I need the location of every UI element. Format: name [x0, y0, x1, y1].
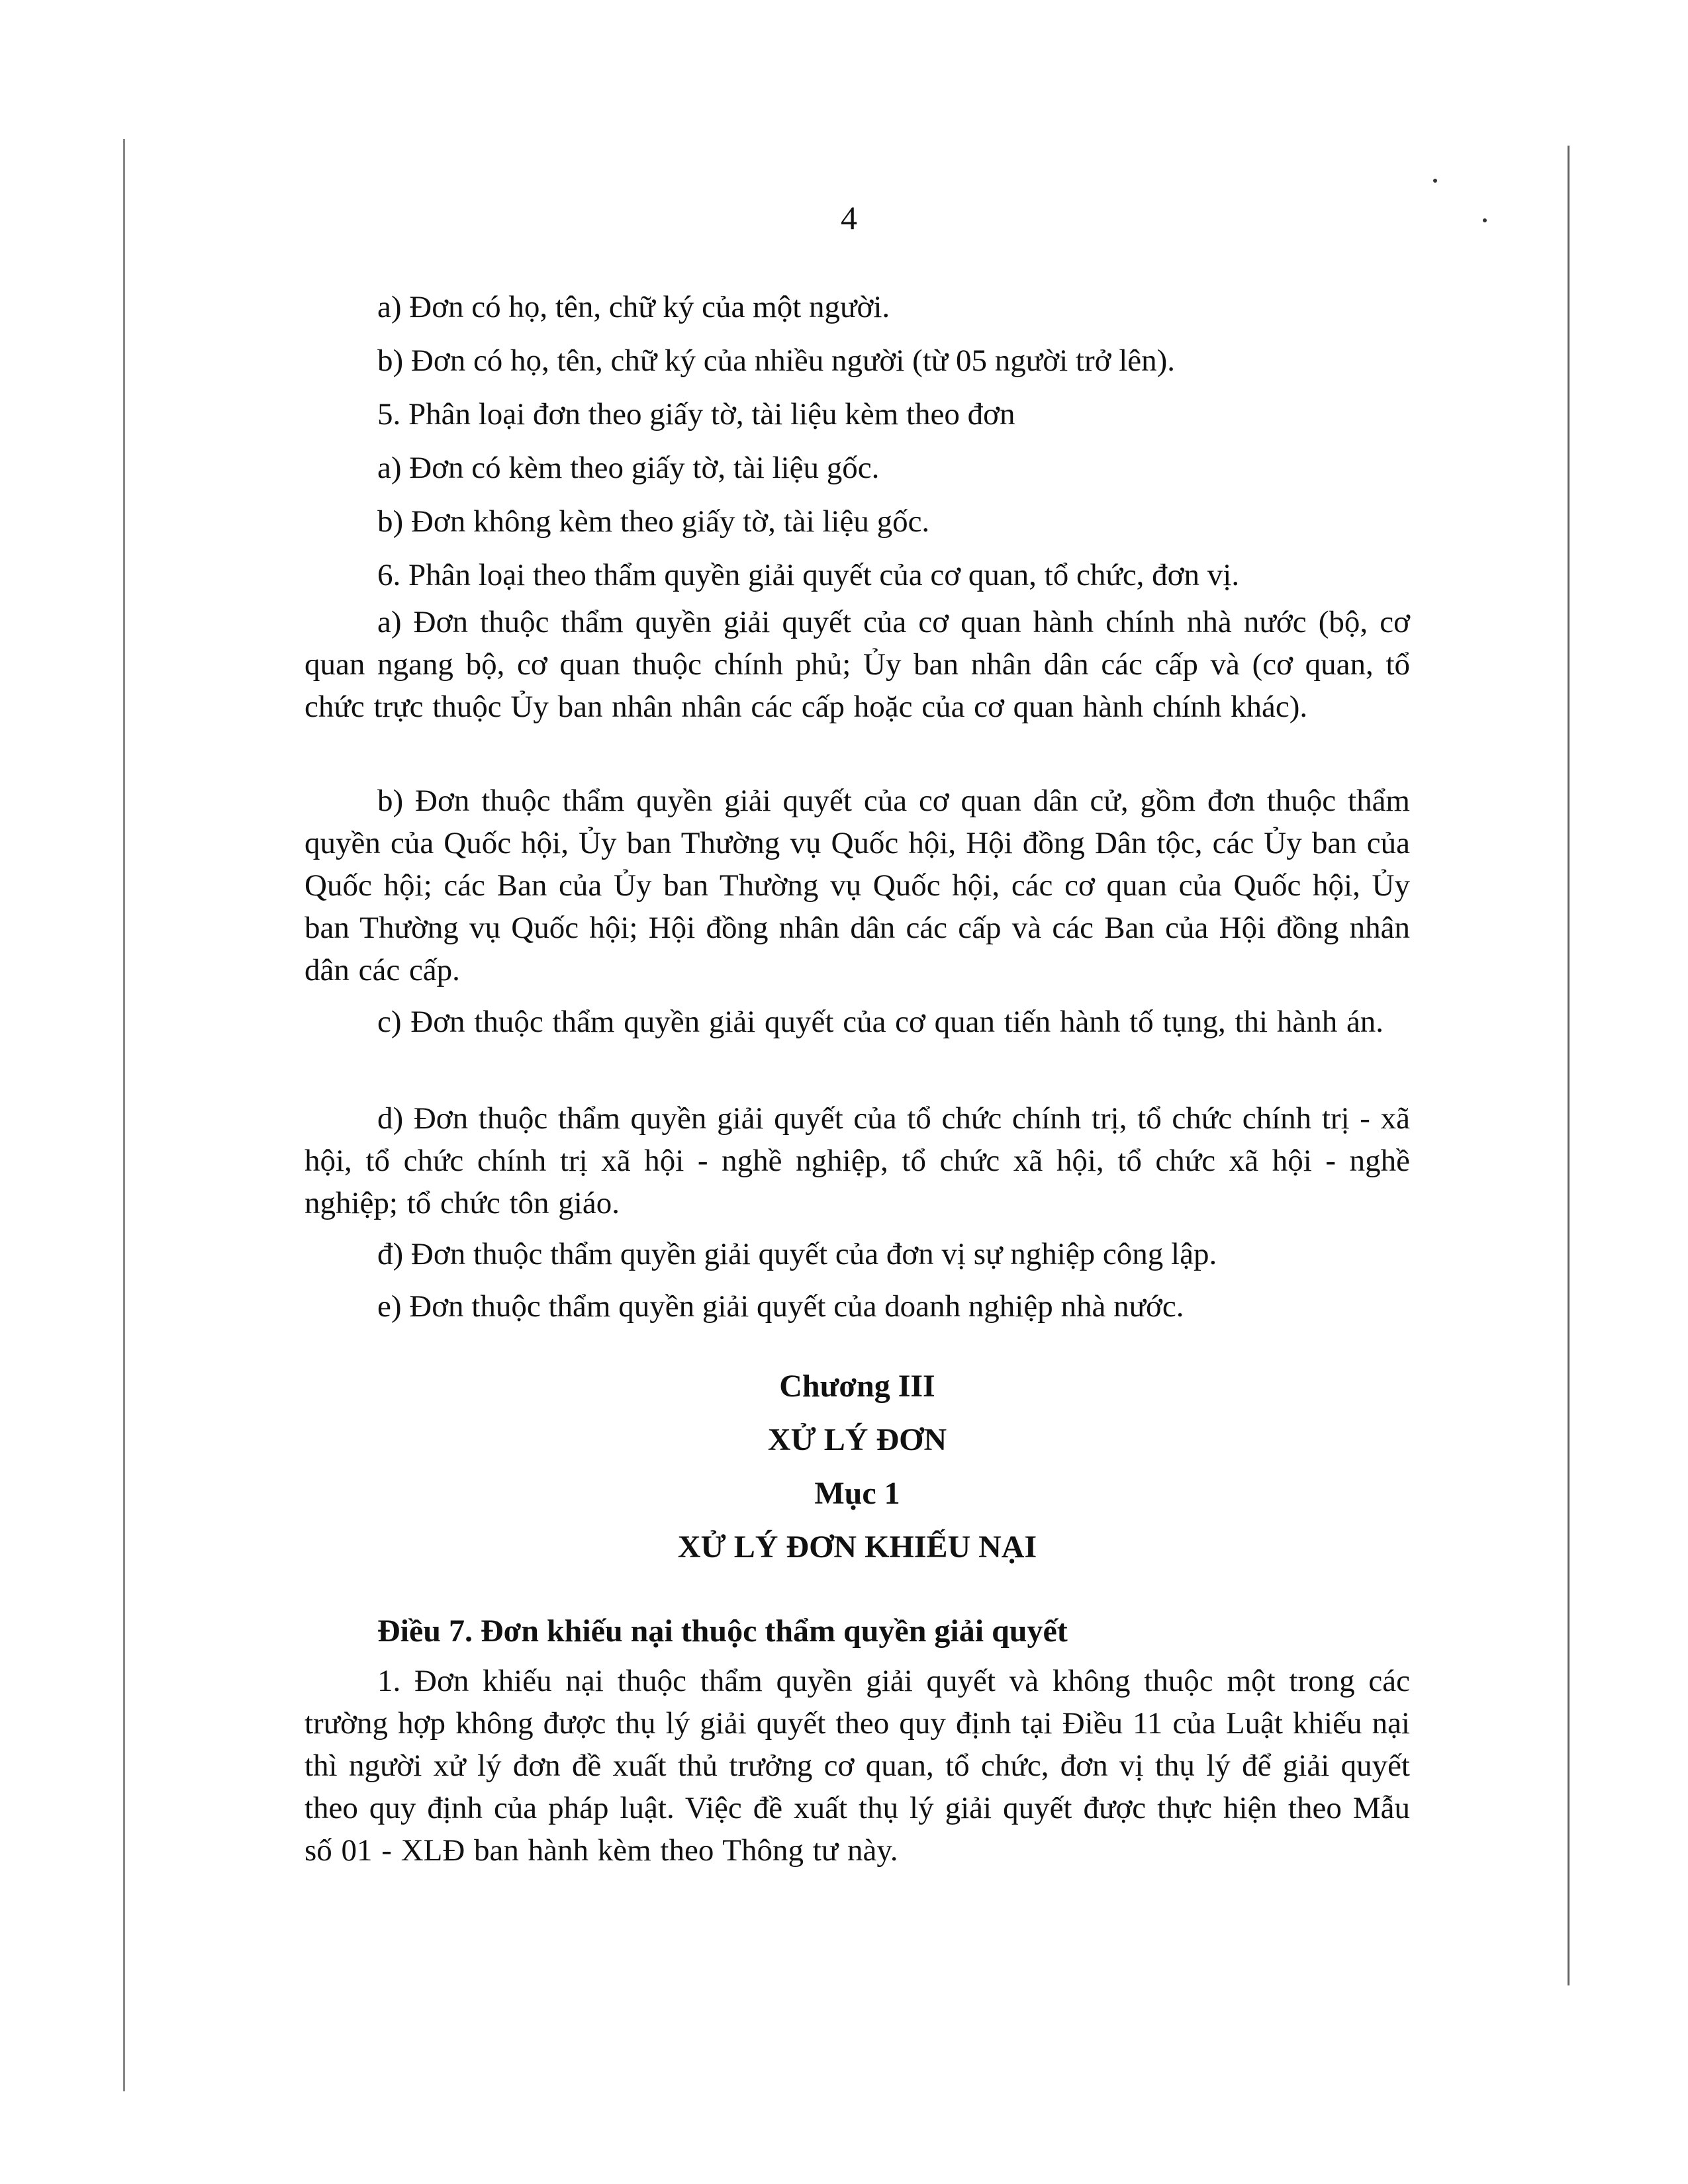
- chapter-title: XỬ LÝ ĐƠN: [767, 1422, 947, 1457]
- scan-edge-right: [1568, 146, 1570, 1985]
- text-line: b) Đơn có họ, tên, chữ ký của nhiều người (từ 05 người trở lên).: [377, 343, 1176, 378]
- scan-edge-left: [123, 139, 125, 2091]
- paragraph: a) Đơn thuộc thẩm quyền giải quyết của cơ quan hành chính nhà nước (bộ, cơ quan ngang bộ, cơ quan thuộc chính phủ; Ủy ban nhân dân các cấp và (cơ quan, tổ chức trực thuộc Ủy ban nhân nhân các cấp hoặc của cơ quan hành chính khác).: [305, 605, 1410, 724]
- text-line: e) Đơn thuộc thẩm quyền giải quyết của doanh nghiệp nhà nước.: [377, 1289, 1184, 1324]
- text-line: 6. Phân loại theo thẩm quyền giải quyết của cơ quan, tổ chức, đơn vị.: [377, 558, 1240, 592]
- page-number: 4: [841, 199, 857, 236]
- section-title: XỬ LÝ ĐƠN KHIẾU NẠI: [677, 1529, 1037, 1565]
- scan-speck: [1483, 218, 1487, 222]
- text-line: đ) Đơn thuộc thẩm quyền giải quyết của đơn vị sự nghiệp công lập.: [377, 1237, 1217, 1271]
- chapter-heading: Chương III: [779, 1369, 935, 1404]
- text-line: 5. Phân loại đơn theo giấy tờ, tài liệu kèm theo đơn: [377, 397, 1015, 432]
- paragraph: d) Đơn thuộc thẩm quyền giải quyết của tổ chức chính trị, tổ chức chính trị - xã hội, tổ chức chính trị xã hội - nghề nghiệp, tổ chức xã hội, tổ chức xã hội - nghề nghiệp; tổ chức tôn giáo.: [305, 1101, 1410, 1220]
- paragraph: b) Đơn thuộc thẩm quyền giải quyết của cơ quan dân cử, gồm đơn thuộc thẩm quyền của Quốc hội, Ủy ban Thường vụ Quốc hội, Hội đồng Dân tộc, các Ủy ban của Quốc hội; các Ban của Ủy ban Thường vụ Quốc hội, các cơ quan của Quốc hội, Ủy ban Thường vụ Quốc hội; Hội đồng nhân dân các cấp và các Ban của Hội đồng nhân dân các cấp.: [305, 784, 1410, 987]
- article-title: Điều 7. Đơn khiếu nại thuộc thẩm quyền giải quyết: [377, 1614, 1068, 1649]
- section-heading: Mục 1: [814, 1476, 900, 1511]
- text-line: a) Đơn có họ, tên, chữ ký của một người.: [377, 290, 890, 324]
- text-line: a) Đơn có kèm theo giấy tờ, tài liệu gốc.: [377, 451, 880, 485]
- paragraph: c) Đơn thuộc thẩm quyền giải quyết của cơ quan tiến hành tố tụng, thi hành án.: [377, 1005, 1384, 1039]
- text-line: b) Đơn không kèm theo giấy tờ, tài liệu gốc.: [377, 504, 930, 539]
- scan-speck: [1433, 179, 1437, 183]
- article-body: 1. Đơn khiếu nại thuộc thẩm quyền giải quyết và không thuộc một trong các trường hợp không được thụ lý giải quyết theo quy định tại Điều 11 của Luật khiếu nại thì người xử lý đơn đề xuất thủ trưởng cơ quan, tổ chức, đơn vị thụ lý để giải quyết theo quy định của pháp luật. Việc đề xuất thụ lý giải quyết được thực hiện theo Mẫu số 01 - XLĐ ban hành kèm theo Thông tư này.: [305, 1664, 1410, 1868]
